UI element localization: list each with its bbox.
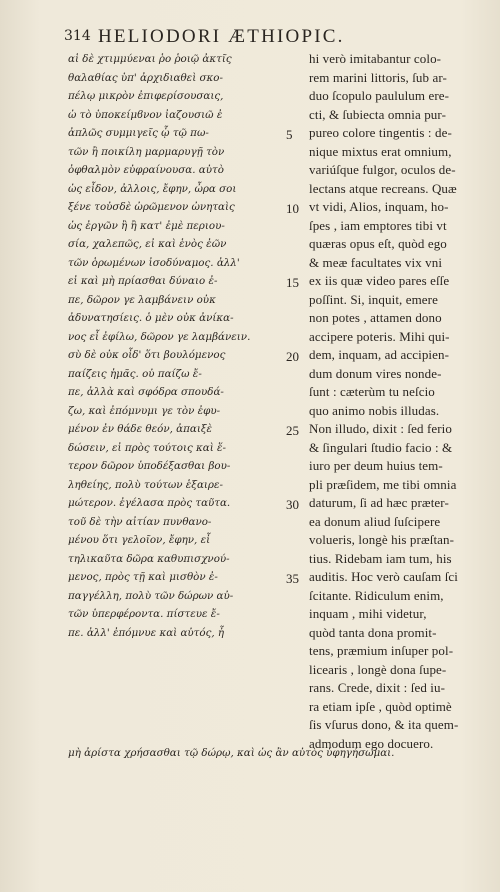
latin-text-line: hi verò imitabantur colo- (309, 51, 442, 66)
greek-text-line: ὀφθαλμὸν εὐφραίνουσα. αὐτὸ (68, 164, 224, 176)
greek-text-line: τερον δῶρον ὑποδέξασθαι βου- (68, 460, 231, 472)
greek-text-line: ληθείης, πολὺ τούτων ἑξαιρε- (68, 478, 223, 491)
latin-text-line: ſpes , iam emptores tibi vt (309, 217, 447, 233)
greek-text-line: μενος, πρὸς τῇ καὶ μισθὸν ἐ- (68, 571, 218, 583)
latin-text-line: rans. Crede, dixit : ſed iu- (309, 680, 446, 695)
greek-text-line: τηλικαῦτα δῶρα καθυπισχνού- (68, 552, 230, 565)
latin-text-line: ra etiam ipſe , quòd optimè (309, 698, 452, 714)
greek-text-line: τοῦ δὲ τὴν αἰτίαν πυνθανο- (68, 515, 212, 528)
greek-text-line: μένου ὅτι γελοῖον, ἔφην, εἶ (68, 534, 211, 546)
latin-text-line: ex iis quæ video pares eſſe (309, 273, 450, 288)
greek-text-line: νος εἶ ἐφίλω, δῶρον γε λαμβάνειν. (68, 330, 251, 343)
latin-text-line: poſſint. Si, inquit, emere (309, 291, 438, 307)
greek-text-line: σία, χαλεπῶς, εἰ καὶ ἑνὸς ἐῶν (68, 238, 227, 250)
latin-text-line: pureo colore tingentis : de- (309, 125, 452, 140)
greek-text-line: ἀπλῶς συμμιγεῖς ᾧ τῷ πω- (68, 127, 209, 139)
latin-text-line: variúſque fulgor, oculos de- (309, 162, 456, 177)
latin-text-line: pli præſidem, me tibi omnia (309, 476, 457, 492)
latin-text-line: tens, præmium inſuper pol- (309, 643, 454, 658)
line-number: 35 (286, 571, 299, 586)
latin-text-line: admodum ego docuero. (309, 735, 434, 751)
latin-text-column (309, 50, 489, 753)
greek-text-line: ξένε τοὐσδὲ ὠρῶμενον ὠνηταὶς (68, 201, 235, 213)
line-number: 10 (286, 201, 299, 216)
latin-text-line: inquam , mihi videtur, (309, 606, 427, 621)
greek-text-line: μένον ἐν θάδε θεόν, ἀπαιξὲ (68, 423, 213, 435)
greek-text-line: πε, ἀλλὰ καὶ σφόδρα σπουδά- (68, 386, 224, 398)
greek-text-line: εἰ καὶ μὴ πρίασθαι δύναιο ἐ- (68, 275, 218, 287)
greek-text-line: ὡς ἐργῶν ἢ ἢ κατ' ἐμὲ περιου- (68, 219, 225, 232)
latin-text-line: nique mixtus erat omnium, (309, 143, 452, 159)
line-number: 30 (286, 497, 299, 512)
latin-text-line: ea donum aliud ſuſcipere (309, 513, 441, 529)
latin-text-line: dem, inquam, ad accipien- (309, 347, 450, 362)
line-number: 20 (286, 349, 299, 364)
line-number: 5 (286, 127, 293, 142)
latin-text-line: quo animo nobis illudas. (309, 402, 440, 418)
greek-text-line: ὡ τὸ ὑποκείμϐνον ἰαζουσιῶ ἐ (68, 108, 223, 121)
latin-text-line: dum donum vires nonde- (309, 365, 442, 381)
latin-text-line: daturum, ſi ad hæc præter- (309, 495, 449, 510)
latin-text-line: accipere poteris. Mihi qui- (309, 328, 450, 344)
latin-text-line: ſis vſurus dono, & ita quem- (309, 717, 459, 732)
greek-text-line: θαλαθίας ὑπ' ἀρχιδιαθεὶ σκο- (68, 71, 223, 84)
latin-text-line: vt vidi, Alios, inquam, ho- (309, 199, 449, 214)
latin-text-line: quæras opus eſt, quòd ego (309, 236, 447, 251)
latin-text-line: cti, & ſubiecta omnia pur- (309, 106, 446, 122)
greek-text-line: τῶν ἢ ποικίλη μαρμαρυγῇ τὸν (68, 145, 225, 158)
latin-text-line: iuro per deum huius tem- (309, 458, 443, 473)
latin-text-line: & ſingulari ſtudio facio : & (309, 439, 453, 455)
latin-text-line: volueris, longè his præſtan- (309, 532, 455, 547)
greek-text-line: τῶν ὑπερφέροντα. πίστευε ἔ- (68, 608, 220, 620)
running-head: HELIODORI ÆTHIOPIC. (98, 26, 345, 47)
greek-text-line: πέλῳ μικρὸν ἐπιφερίσουσαις, (68, 90, 224, 102)
latin-text-line: lectans atque recreans. Quæ (309, 180, 457, 196)
latin-text-line: & meæ facultates vix vni (309, 254, 443, 270)
page-header (64, 28, 464, 50)
latin-text-line: duo ſcopulo paululum ere- (309, 88, 450, 103)
greek-text-line: δώσειν, εἰ πρὸς τούτοις καὶ ἕ- (68, 441, 227, 454)
page-number: 314 (64, 28, 91, 44)
line-number: 15 (286, 275, 299, 290)
latin-text-line: auditis. Hoc verò cauſam ſci (309, 569, 458, 584)
latin-text-line: non potes , attamen dono (309, 310, 442, 325)
greek-text-line: παγγέλλη, πολὺ τῶν δώρων αὐ- (68, 589, 234, 602)
greek-text-line: αἱ δὲ χτιμμύεναι ῥο ῥοιῷ ἀκτῖς (68, 53, 232, 65)
latin-text-line: rem marini littoris, ſub ar- (309, 69, 447, 85)
greek-text-line: μώτερον. ἐγέλασα πρὸς ταῦτα. (68, 497, 231, 509)
greek-text-line: ζω, καὶ ἐπόμνυμι γε τὸν ἐφυ- (68, 404, 221, 417)
latin-text-line: licearis , longè dona ſupe- (309, 661, 447, 677)
greek-text-line: παίζεις ἡμᾶς. οὐ παίζω ἔ- (68, 367, 202, 380)
latin-text-line: ſcitante. Ridiculum enim, (309, 587, 444, 603)
greek-text-line: ἀδυνατησίεις. ὁ μὲν οὐκ ἀνίκα- (68, 312, 234, 324)
greek-text-line: τῶν ὁρωμένων ἰσοδύναμος. ἀλλ' (68, 256, 240, 269)
greek-text-line: σὺ δὲ οὐκ οἶδ' ὅτι βουλόμενος (68, 349, 226, 361)
greek-text-line: ὡς εἶδον, ἀλλοις, ἔφην, ὦρα σοι (68, 182, 237, 195)
latin-text-line: tius. Ridebam iam tum, his (309, 550, 452, 566)
latin-text-line: ſunt : cæterùm tu neſcio (309, 384, 435, 399)
final-greek-line: μὴ ἀρίστα χρήσασθαι τῷ δώρῳ, καὶ ὡς ἂν αὐτὸς ὑφηγήσωμαι. (68, 747, 395, 759)
latin-text-line: Non illudo, dixit : ſed ferio (309, 421, 452, 436)
greek-text-line: πε. ἀλλ' ἐπόμνυε καὶ αὐτός, ἦ (68, 626, 225, 639)
greek-text-column (68, 50, 300, 642)
latin-text-line: quòd tanta dona promit- (309, 624, 437, 640)
greek-text-line: πε, δῶρον γε λαμβάνειν οὐκ (68, 293, 216, 306)
line-number: 25 (286, 423, 299, 438)
